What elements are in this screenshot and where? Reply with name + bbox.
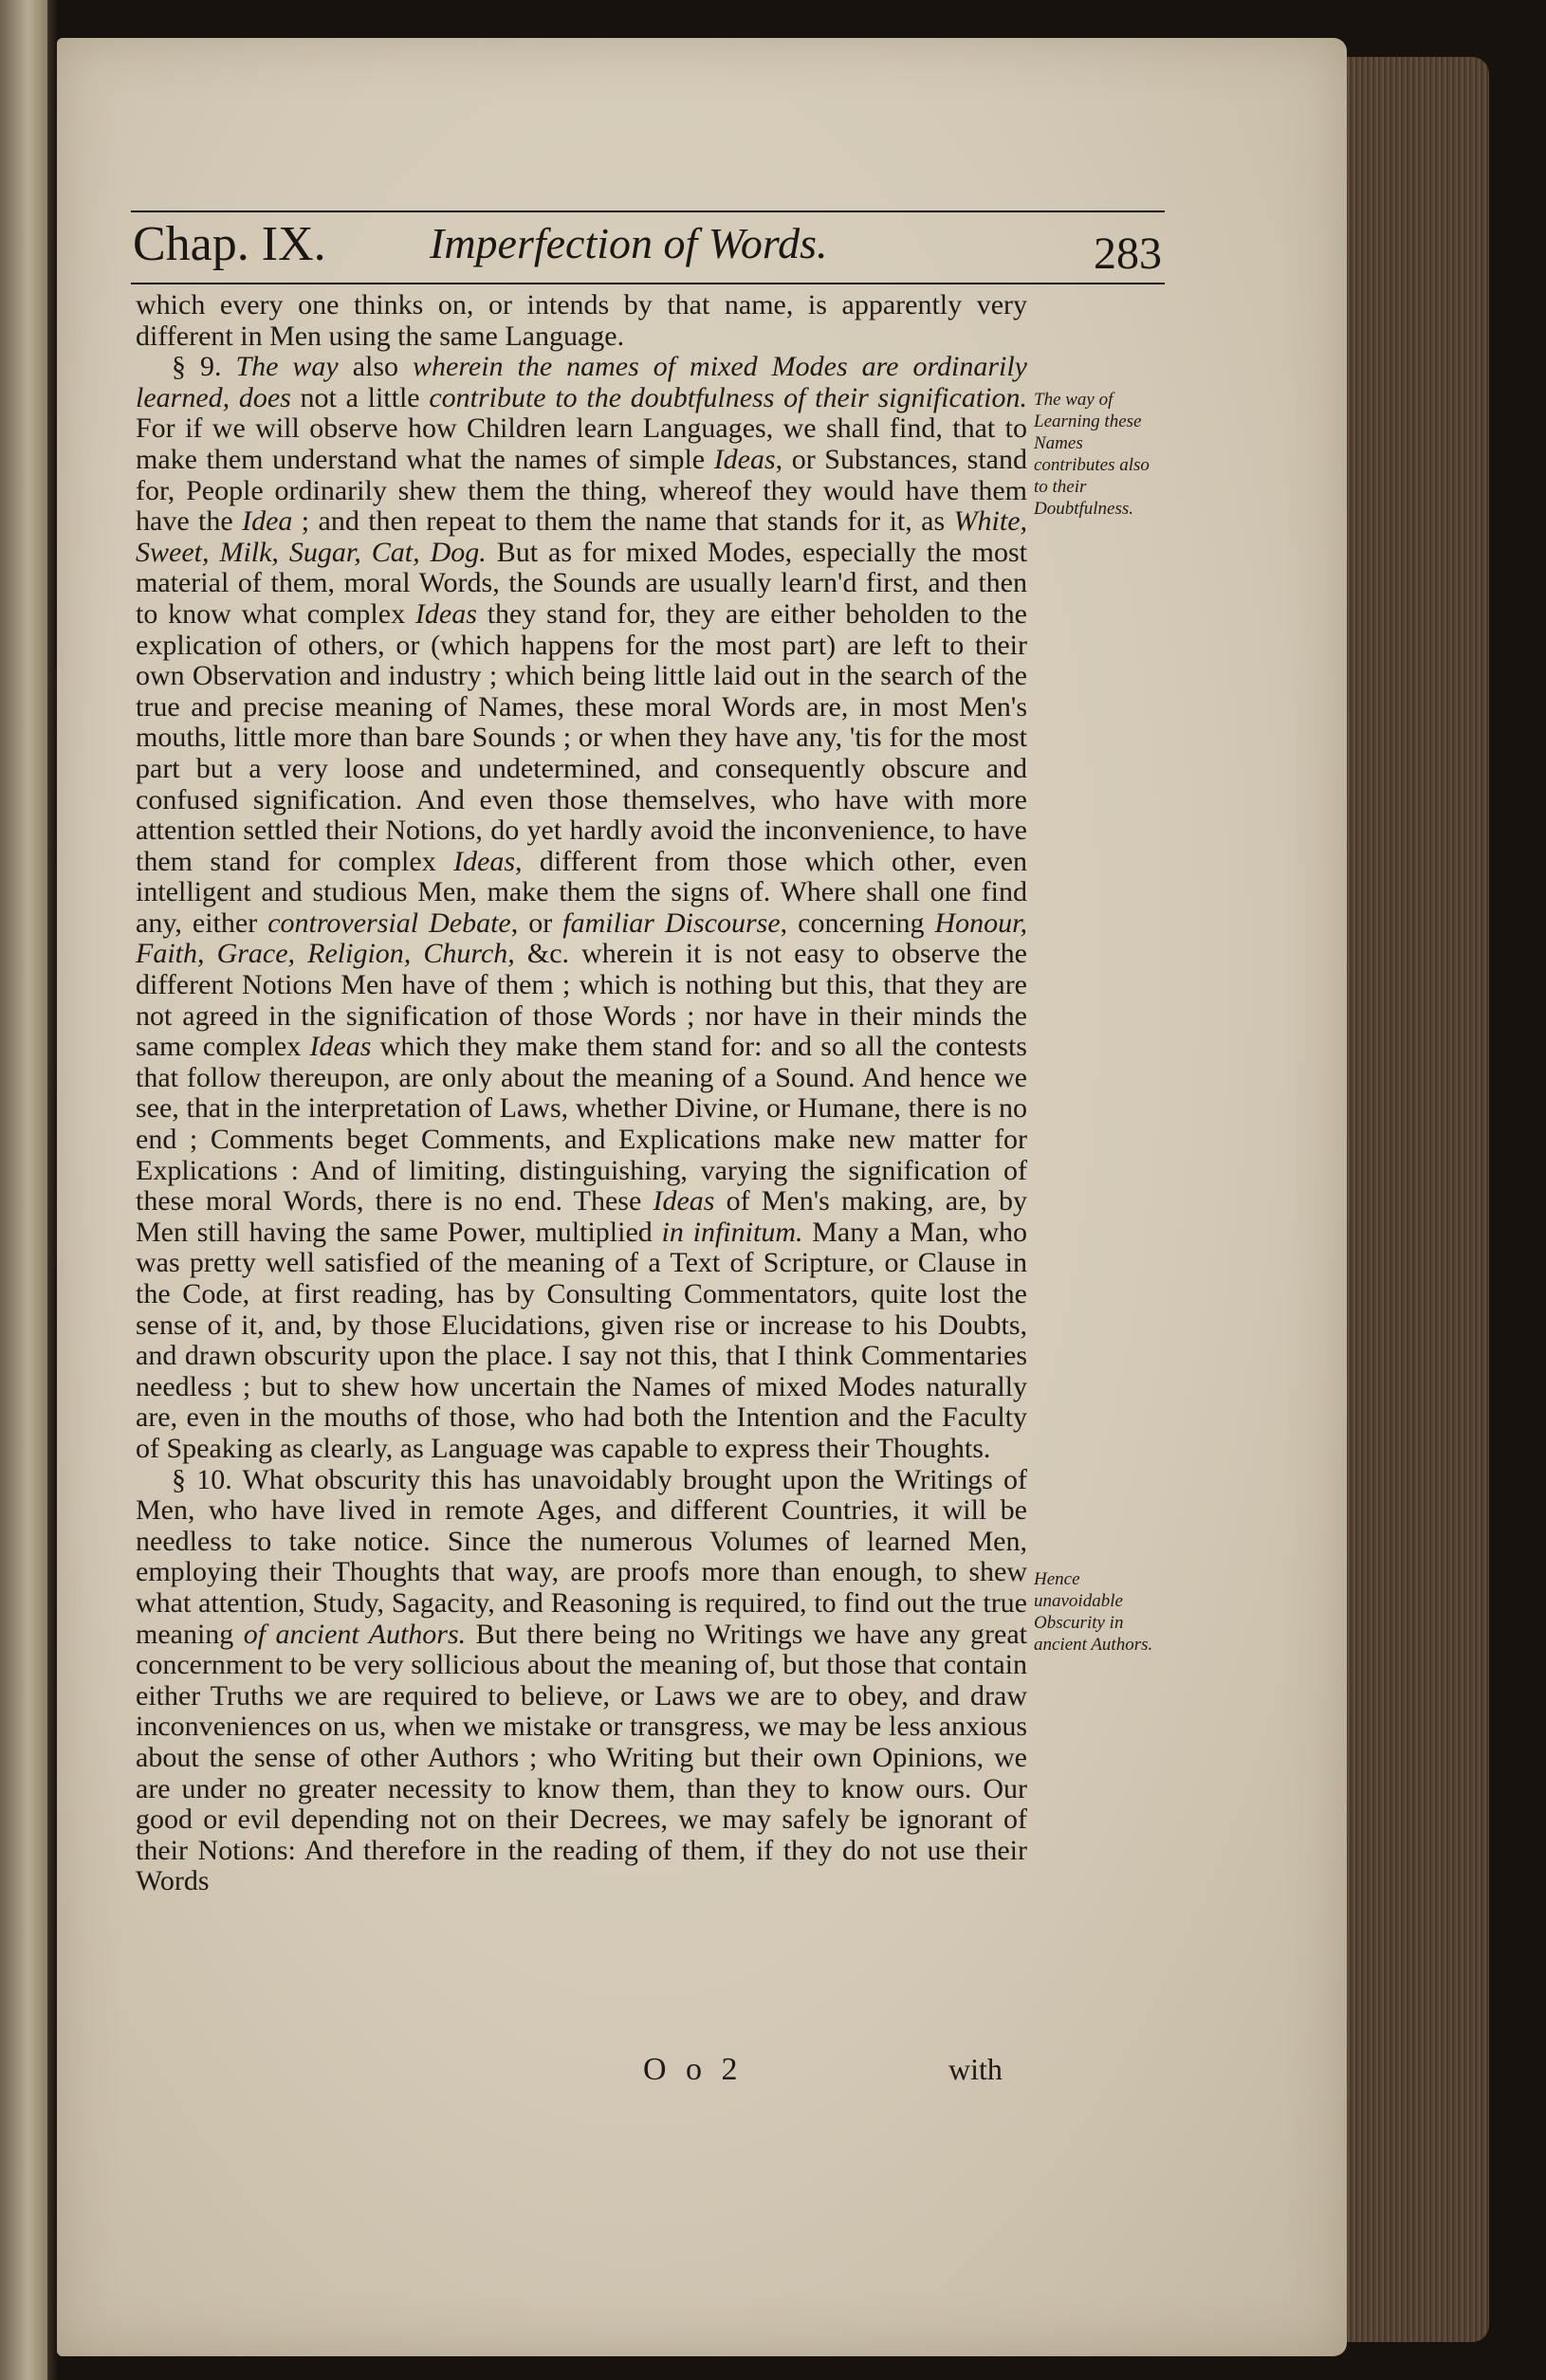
margin-note-learning: The way of Learning these Names contributes also to their Doubtfulness. bbox=[1034, 390, 1150, 519]
previous-page-edge bbox=[0, 0, 47, 2380]
running-title: Imperfection of Words. bbox=[430, 219, 828, 267]
main-text bbox=[136, 290, 1027, 1897]
paragraph-continuation: which every one thinks on, or intends by that name, is apparently very different in Men using the same Language. bbox=[136, 289, 1027, 352]
signature-mark: O o 2 bbox=[643, 2052, 744, 2087]
margin-note-obscurity: Hence unavoidable Obscurity in ancient Authors. bbox=[1034, 1569, 1153, 1655]
section-mark: § 10. bbox=[172, 1463, 232, 1495]
catchword: with bbox=[948, 2052, 1003, 2086]
book-gutter bbox=[47, 0, 57, 2380]
paragraph-section-10: § 10. What obscurity this has unavoidably brought upon the Writings of Men, who have lived in remote Ages, and different Countries, it will be needless to take notice. Since the numerous Volumes of learned Men, employing their Thoughts that way, are proofs more than enough, to shew what attention, Study, Sagacity, and Reasoning is required, to find out the true meaning of ancient Authors. But there being no Writings we have any great concernment to be very sollicious about the meaning of, but those that contain either Truths we are required to believe, or Laws we are to obey, and draw inconveniences on us, when we mistake or transgress, we may be less anxious about the sense of other Authors ; who Writing but their own Opinions, we are under no greater necessity to know them, than they to know ours. Our good or evil depending not on their Decrees, we may safely be ignorant of their Notions: And therefore in the reading of them, if they do not use their Words bbox=[136, 1463, 1027, 1897]
header-rule-bottom bbox=[131, 283, 1165, 284]
chapter-label: Chap. IX. bbox=[133, 217, 326, 271]
page-number: 283 bbox=[1094, 229, 1162, 279]
header-rule-top bbox=[131, 211, 1165, 212]
paragraph-section-9: § 9. The way also wherein the names of mixed Modes are ordinarily learned, does not a little contribute to the doubtfulness of their signification. For if we will observe how Children learn Languages, we shall find, that to make them understand what the names of simple Ideas, or Substances, stand for, People ordinarily shew them the thing, whereof they would have them have the Idea ; and then repeat to them the name that stands for it, as White, Sweet, Milk, Sugar, Cat, Dog. But as for mixed Modes, especially the most material of them, moral Words, the Sounds are usually learn'd first, and then to know what complex Ideas they stand for, they are either beholden to the explication of others, or (which happens for the most part) are left to their own Observation and industry ; which being little laid out in the search of the true and precise meaning of Names, these moral Words are, in most Men's mouths, little more than bare Sounds ; or when they have any, 'tis for the most part but a very loose and undetermined, and consequently obscure and confused signification. And even those themselves, who have with more attention settled their Notions, do yet hardly avoid the inconvenience, to have them stand for complex Ideas, different from those which other, even intelligent and studious Men, make them the signs of. Where shall one find any, either controversial Debate, or familiar Discourse, concerning Honour, Faith, Grace, Religion, Church, &c. wherein it is not easy to observe the different Notions Men have of them ; which is nothing but this, that they are not agreed in the signification of those Words ; nor have in their minds the same complex Ideas which they make them stand for: and so all the contests that follow thereupon, are only about the meaning of a Sound. And hence we see, that in the interpretation of Laws, whether Divine, or Humane, there is no end ; Comments beget Comments, and Explications make new matter for Explications : And of limiting, distinguishing, varying the signification of these moral Words, there is no end. These Ideas of Men's making, are, by Men still having the same Power, multiplied in infinitum. Many a Man, who was pretty well satisfied of the meaning of a Text of Scripture, or Clause in the Code, at first reading, has by Consulting Commentators, quite lost the sense of it, and, by those Elucidations, given rise or increase to his Doubts, and drawn obscurity upon the place. I say not this, that I think Commentaries needless ; but to shew how uncertain the Names of mixed Modes naturally are, even in the mouths of those, who had both the Intention and the Faculty of Speaking as clearly, as Language was capable to express their Thoughts. bbox=[136, 351, 1028, 1464]
running-header bbox=[133, 216, 1162, 279]
section-mark: § 9. bbox=[172, 351, 222, 383]
page-block-edge bbox=[1347, 57, 1489, 2342]
